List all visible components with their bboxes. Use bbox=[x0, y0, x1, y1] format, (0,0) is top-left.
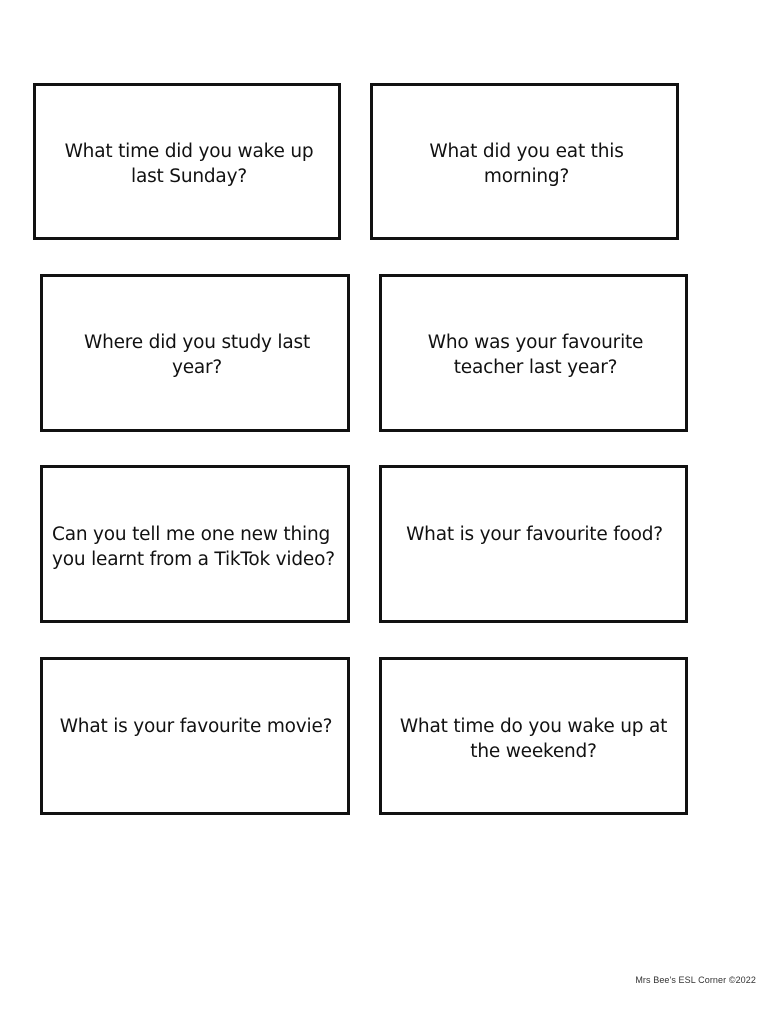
question-card bbox=[40, 274, 350, 432]
question-text: What time did you wake up last Sunday? bbox=[64, 141, 314, 187]
question-card bbox=[370, 83, 679, 240]
question-card bbox=[33, 83, 341, 240]
question-text: What time do you wake up at the weekend? bbox=[399, 716, 668, 762]
question-text: What is your favourite food? bbox=[406, 524, 663, 545]
question-text: What did you eat this morning? bbox=[429, 141, 624, 187]
question-text: Who was your favourite teacher last year? bbox=[427, 332, 644, 378]
question-card bbox=[379, 274, 688, 432]
question-text: What is your favourite movie? bbox=[59, 716, 333, 737]
question-text: Where did you study last year? bbox=[84, 332, 310, 378]
question-card bbox=[379, 465, 688, 623]
question-card bbox=[379, 657, 688, 815]
question-text: Can you tell me one new thing you learnt from a TikTok video? bbox=[52, 524, 335, 570]
question-card bbox=[40, 657, 350, 815]
copyright-credit: Mrs Bee's ESL Corner ©2022 bbox=[635, 975, 756, 985]
question-card bbox=[40, 465, 350, 623]
